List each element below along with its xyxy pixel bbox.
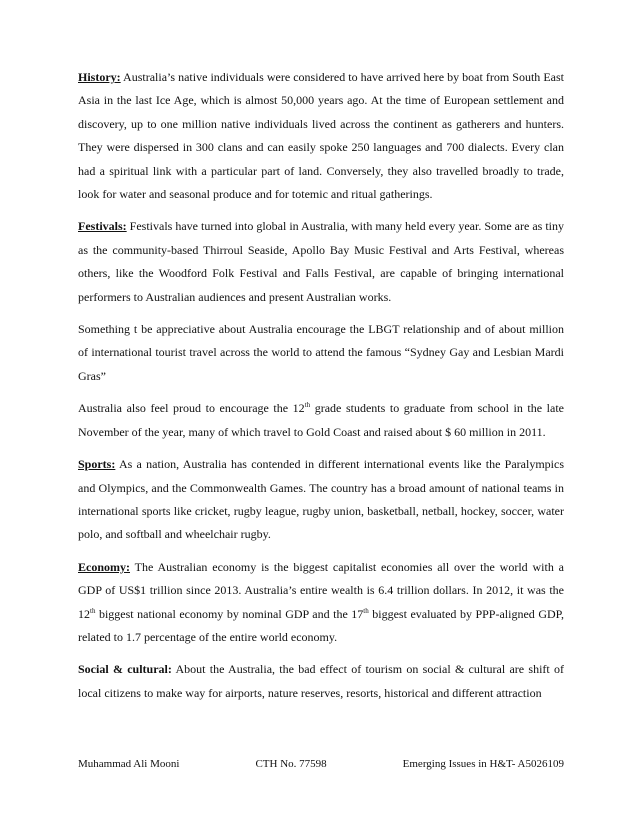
economy-text-1: The Australian economy is the biggest capitalist economies all over the world with a GDP of US$1 trillion since 2013. Australia’s entire wealth is 6.4 trillion dollars. In 2012, it was the 12 bbox=[78, 559, 564, 621]
history-text: Australia’s native individuals were considered to have arrived here by boat from South East Asia in the last Ice Age, which is almost 50,000 years ago. At the time of European settlement and discovery, up to one million native individuals lived across the continent as gatherers and hunters. They were dispersed in 300 clans and can easily spoke 250 languages and 700 dialects. Every clan had a spiritual link with a particular part of land. Conversely, they also travelled broadly to trade, look for water and seasonal produce and for totemic and ritual gatherings. bbox=[78, 70, 564, 202]
economy-superscript-1: th bbox=[90, 606, 96, 615]
graduates-paragraph bbox=[78, 397, 564, 444]
footer-cth: CTH No. 77598 bbox=[255, 758, 327, 770]
festivals-paragraph bbox=[78, 215, 564, 309]
economy-superscript-2: th bbox=[363, 606, 369, 615]
page-footer bbox=[78, 758, 564, 770]
history-heading: History: bbox=[78, 70, 121, 84]
footer-course: Emerging Issues in H&T- A5026109 bbox=[402, 758, 564, 770]
festivals-text: Festivals have turned into global in Australia, with many held every year. Some are as tiny as the community-based Thirroul Seaside, Apollo Bay Music Festival and Arts Festival, whereas others, like the Woodford Folk Festival and Falls Festival, are capable of bringing international performers to Australian audiences and present Australian works. bbox=[78, 219, 564, 304]
economy-paragraph bbox=[78, 556, 564, 650]
social-paragraph bbox=[78, 658, 564, 705]
lgbt-text: Something t be appreciative about Australia encourage the LBGT relationship and of about million of international tourist travel across the world to attend the famous “Sydney Gay and Lesbian Mardi Gras” bbox=[78, 322, 564, 383]
history-paragraph bbox=[78, 66, 564, 206]
economy-text-2: biggest national economy by nominal GDP and the 17 bbox=[95, 606, 364, 621]
economy-text-3: biggest evaluated by PPP-aligned GDP, related to 1.7 percentage of the entire world economy. bbox=[78, 606, 564, 644]
graduates-superscript: th bbox=[304, 401, 311, 410]
graduates-text-after: grade students to graduate from school in the late November of the year, many of which travel to Gold Coast and raised about $ 60 million in 2011. bbox=[78, 401, 564, 439]
sports-text: As a nation, Australia has contended in different international events like the Paralympics and Olympics, and the Commonwealth Games. The country has a broad amount of national teams in international sports like cricket, rugby league, rugby union, basketball, netball, hockey, soccer, water polo, and softball and wheelchair rugby. bbox=[78, 457, 564, 542]
social-heading: Social & cultural: bbox=[78, 662, 172, 677]
economy-heading: Economy: bbox=[78, 559, 130, 574]
festivals-heading: Festivals: bbox=[78, 219, 127, 234]
sports-heading: Sports: bbox=[78, 457, 116, 472]
sports-paragraph bbox=[78, 453, 564, 547]
social-text: About the Australia, the bad effect of tourism on social & cultural are shift of local citizens to make way for airports, nature reserves, resorts, historical and different attraction bbox=[78, 662, 564, 700]
lgbt-paragraph bbox=[78, 318, 564, 388]
page-body bbox=[78, 66, 564, 714]
graduates-text-before: Australia also feel proud to encourage the 12 bbox=[78, 401, 305, 416]
footer-author: Muhammad Ali Mooni bbox=[78, 758, 180, 770]
